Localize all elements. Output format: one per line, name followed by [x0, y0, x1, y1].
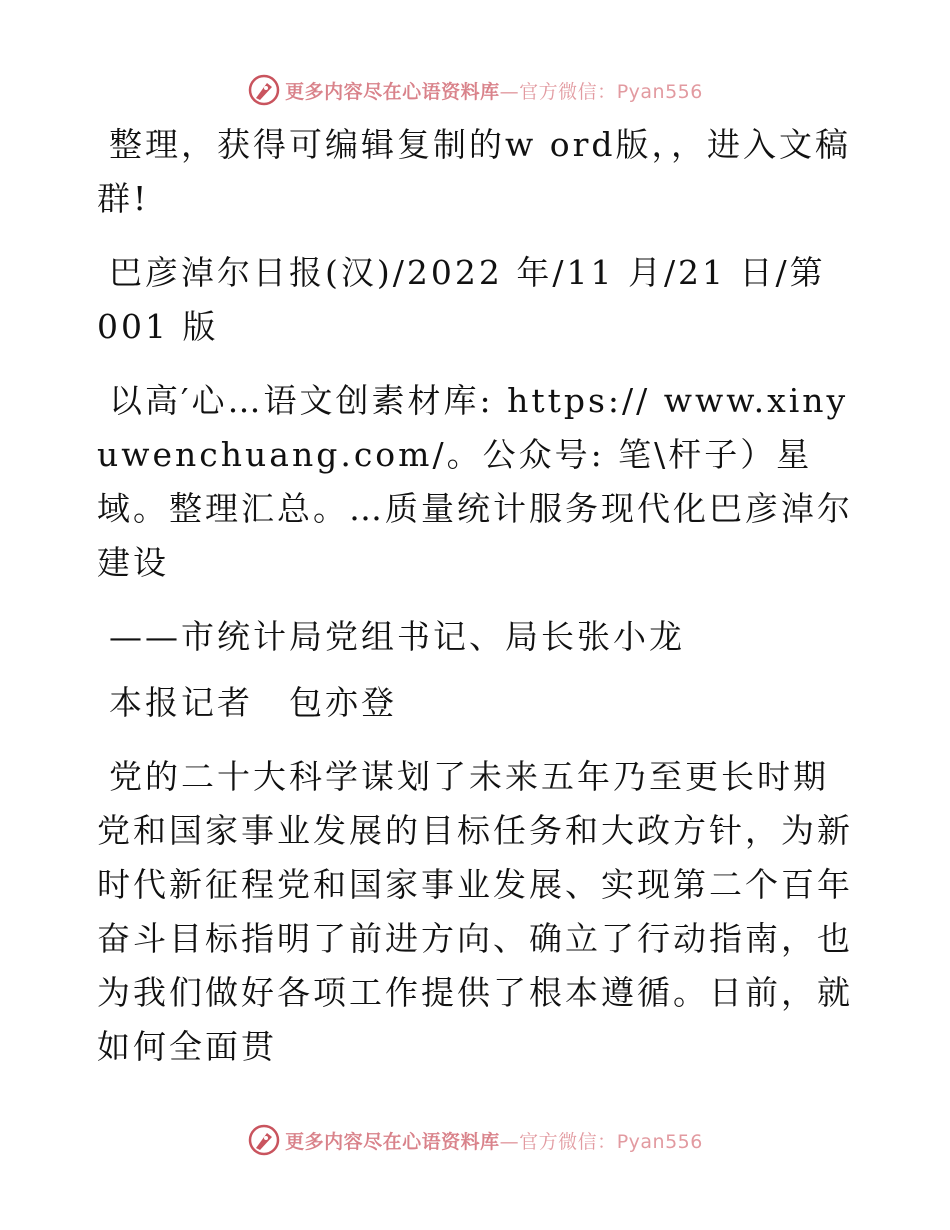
footer-watermark-text: 更多内容尽在心语资料库—官方微信：Pyan556 — [285, 1130, 703, 1153]
paragraph-subtitle: ——市统计局党组书记、局长张小龙 — [109, 617, 685, 656]
footer-watermark — [0, 1120, 950, 1160]
paragraph-body: 党的二十大科学谋划了未来五年乃至更长时期党和国家事业发展的目标任务和大政方针，为新时代新征程党和国家事业发展、实现第二个百年奋斗目标指明了前进方向、确立了行动指南，也为我们做好各项工作提供了根本遵循。日前，就如何全面贯 — [97, 757, 853, 1066]
pen-nib-logo-icon — [247, 73, 281, 107]
document-body — [97, 118, 857, 1094]
paragraph-source: 巴彦淖尔日报(汉)/2022 年/11 月/21 日/第 001 版 — [97, 253, 826, 346]
header-watermark — [0, 70, 950, 110]
paragraph-title: 以高′心…语文创素材库: https:// www.xinyuwenchuang.com/。公众号: 笔\杆子）星域。整理汇总。…质量统计服务现代化巴彦淖尔建设 — [97, 381, 853, 582]
pen-nib-logo-icon — [247, 1123, 281, 1157]
paragraph-byline: 本报记者 包亦登 — [109, 683, 397, 722]
header-watermark-text: 更多内容尽在心语资料库—官方微信：Pyan556 — [285, 80, 703, 103]
paragraph-intro: 整理，获得可编辑复制的w ord版，，进入文稿群! — [97, 125, 852, 218]
